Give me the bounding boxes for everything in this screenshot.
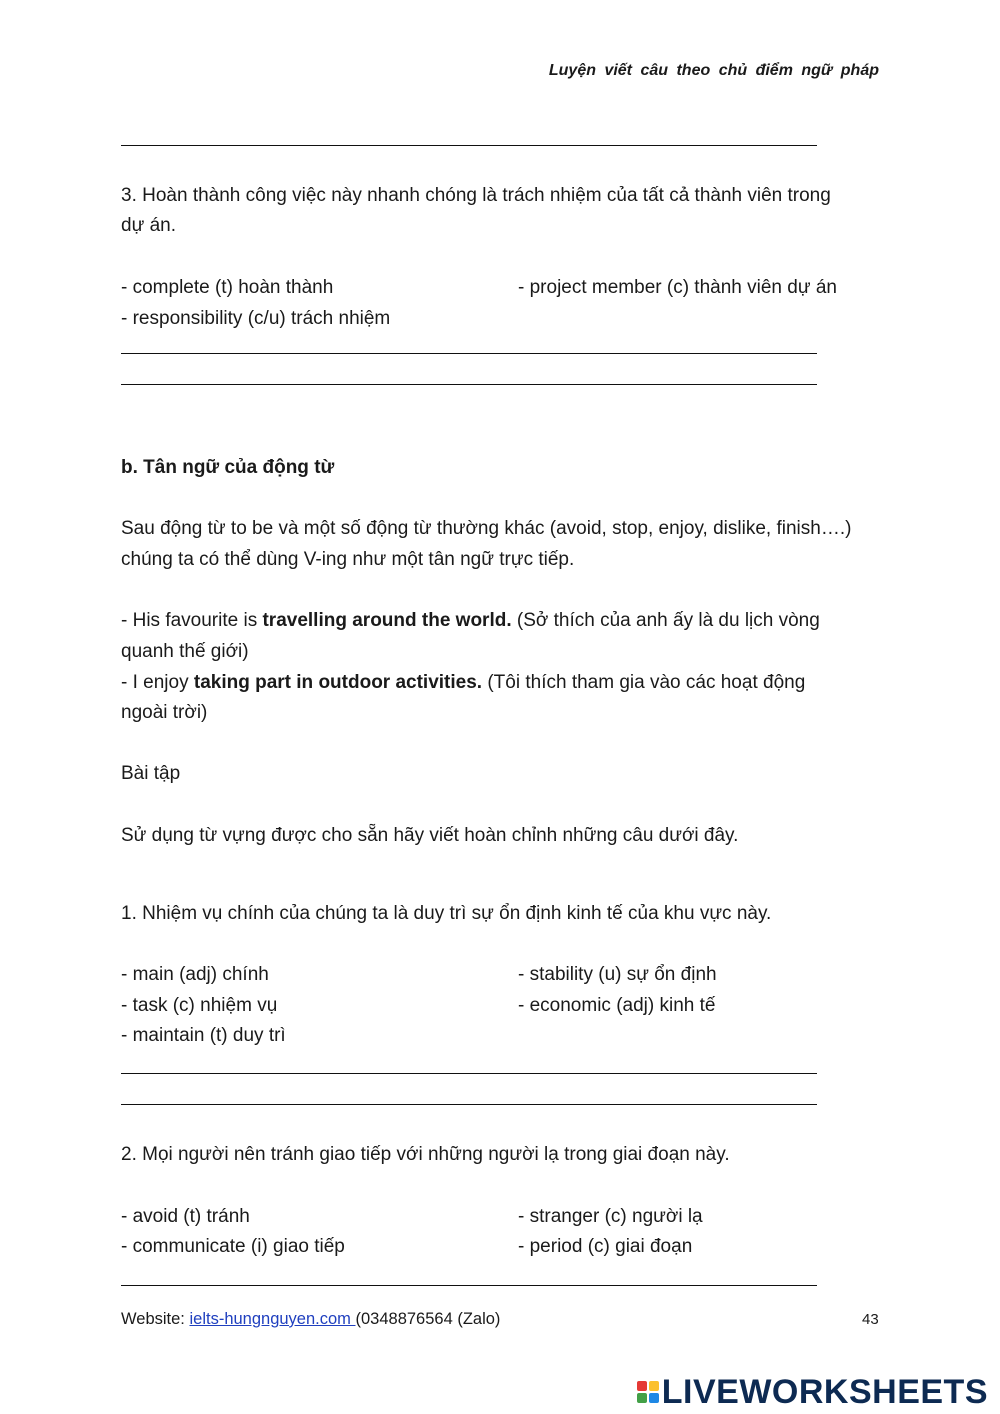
- example-sentence-2-cont: ngoài trời): [121, 702, 208, 723]
- intro-text: Sau động từ to be và một số động từ thường khác (avoid, stop, enjoy, dislike, finish….): [121, 518, 852, 539]
- page-header-title: Luyện viết câu theo chủ điểm ngữ pháp: [548, 62, 879, 79]
- vocab-item: - economic (adj) kinh tế: [518, 995, 716, 1016]
- question-text: 3. Hoàn thành công việc này nhanh chóng là trách nhiệm của tất cả thành viên trong: [121, 185, 831, 206]
- page-number: 43: [862, 1311, 879, 1328]
- answer-line[interactable]: [121, 1285, 817, 1286]
- example-sentence-1: - His favourite is travelling around the world. (Sở thích của anh ấy là du lịch vòng: [121, 610, 820, 631]
- answer-line[interactable]: [121, 1104, 817, 1105]
- vocab-item: - maintain (t) duy trì: [121, 1025, 286, 1046]
- liveworksheets-logo: [637, 1372, 988, 1412]
- answer-line[interactable]: [121, 145, 817, 146]
- instruction-text: Sử dụng từ vựng được cho sẵn hãy viết hoàn chỉnh những câu dưới đây.: [121, 825, 739, 846]
- vocab-item: - responsibility (c/u) trách nhiệm: [121, 308, 391, 329]
- vocab-item: - stability (u) sự ổn định: [518, 964, 717, 985]
- question-text: 2. Mọi người nên tránh giao tiếp với những người lạ trong giai đoạn này.: [121, 1144, 730, 1165]
- vocab-item: - project member (c) thành viên dự án: [518, 277, 837, 298]
- logo-cell: [637, 1381, 647, 1391]
- vocab-item: - stranger (c) người lạ: [518, 1206, 703, 1227]
- brand-grid-icon: [637, 1381, 659, 1403]
- exercise-label: Bài tập: [121, 763, 181, 784]
- logo-cell: [637, 1393, 647, 1403]
- section-heading: b. Tân ngữ của động từ: [121, 457, 335, 478]
- vocab-item: - period (c) giai đoạn: [518, 1236, 693, 1257]
- vocab-item: - task (c) nhiệm vụ: [121, 995, 278, 1016]
- vocab-item: - main (adj) chính: [121, 964, 269, 985]
- question-text-cont: dự án.: [121, 215, 176, 236]
- example-sentence-1-cont: quanh thế giới): [121, 641, 249, 662]
- logo-cell: [649, 1381, 659, 1391]
- brand-name: LIVEWORKSHEETS: [661, 1373, 988, 1411]
- logo-cell: [649, 1393, 659, 1403]
- answer-line[interactable]: [121, 353, 817, 354]
- footer-website: Website: ielts-hungnguyen.com (0348876564 (Zalo): [121, 1310, 501, 1328]
- example-sentence-2: - I enjoy taking part in outdoor activities. (Tôi thích tham gia vào các hoạt động: [121, 672, 806, 693]
- example-bold-phrase: travelling around the world.: [262, 610, 512, 631]
- website-link[interactable]: ielts-hungnguyen.com: [189, 1310, 356, 1328]
- intro-text-cont: chúng ta có thể dùng V-ing như một tân ngữ trực tiếp.: [121, 549, 575, 570]
- vocab-item: - communicate (i) giao tiếp: [121, 1236, 345, 1257]
- vocab-item: - avoid (t) tránh: [121, 1206, 250, 1227]
- question-text: 1. Nhiệm vụ chính của chúng ta là duy trì sự ổn định kinh tế của khu vực này.: [121, 903, 772, 924]
- vocab-item: - complete (t) hoàn thành: [121, 277, 334, 298]
- example-bold-phrase: taking part in outdoor activities.: [193, 672, 483, 693]
- answer-line[interactable]: [121, 1073, 817, 1074]
- answer-line[interactable]: [121, 384, 817, 385]
